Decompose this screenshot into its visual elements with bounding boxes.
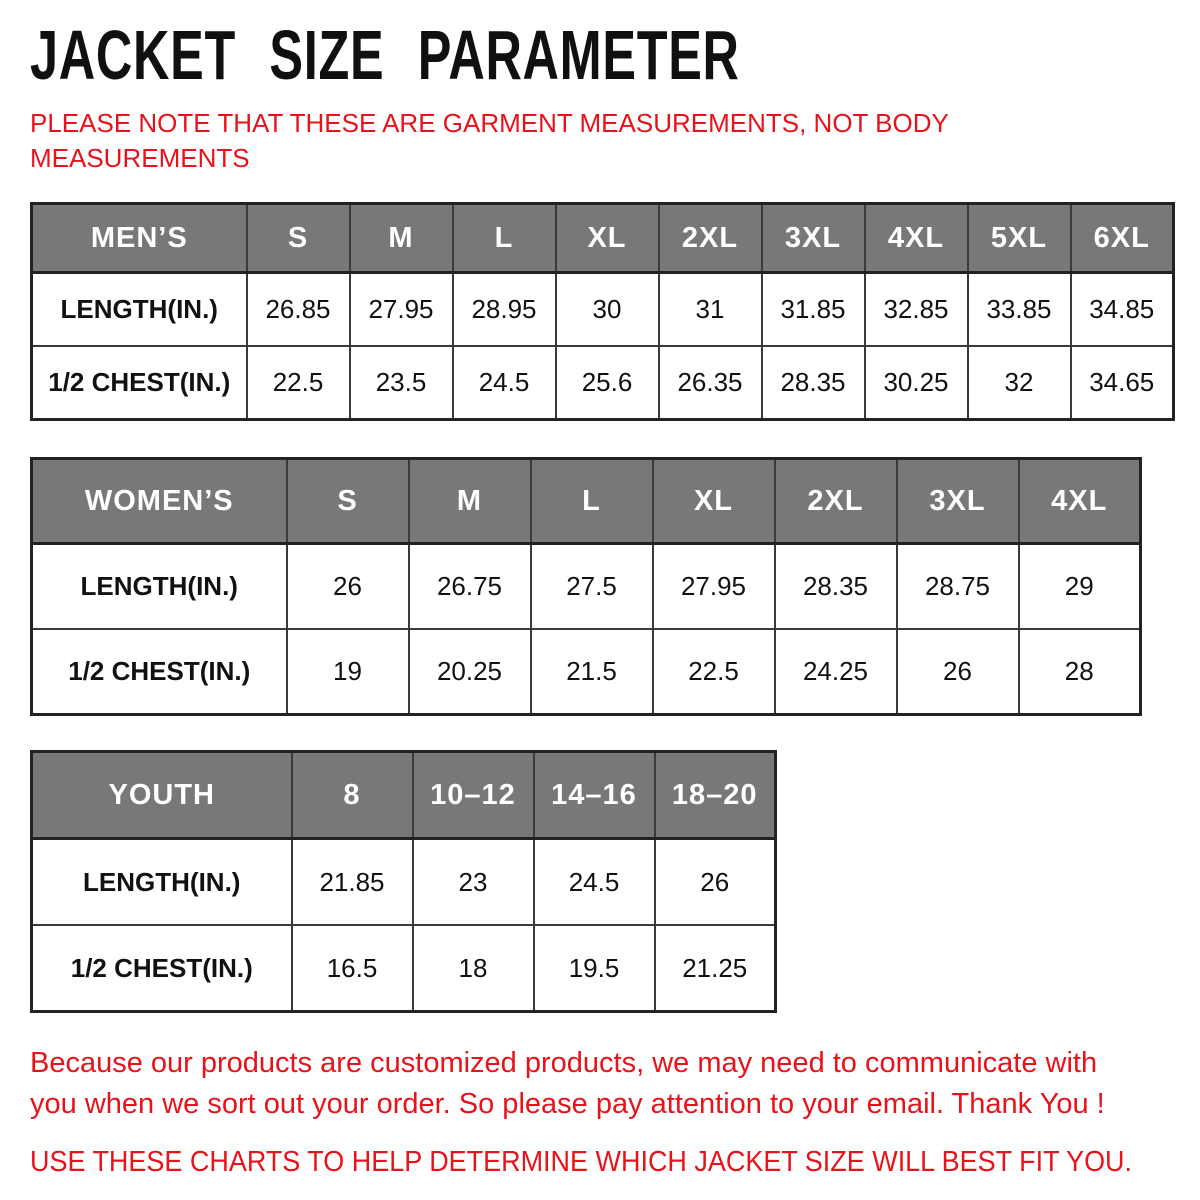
youth-table-title: YOUTH — [32, 752, 292, 839]
size-header-cell: 14–16 — [534, 752, 655, 839]
size-header-cell: 5XL — [968, 204, 1071, 273]
size-value-cell: 26.85 — [247, 273, 350, 347]
page-title: JACKET SIZE PARAMETER — [30, 16, 740, 94]
size-value-cell: 23 — [413, 839, 534, 926]
size-header-cell: 4XL — [865, 204, 968, 273]
size-value-cell: 23.5 — [350, 346, 453, 420]
size-value-cell: 16.5 — [292, 925, 413, 1012]
row-label: 1/2 CHEST(IN.) — [32, 925, 292, 1012]
size-value-cell: 32 — [968, 346, 1071, 420]
size-value-cell: 28.95 — [453, 273, 556, 347]
mens-chest-row — [32, 346, 1174, 420]
size-value-cell: 26 — [655, 839, 776, 926]
size-value-cell: 27.95 — [350, 273, 453, 347]
size-header-cell: 6XL — [1071, 204, 1174, 273]
youth-chest-row — [32, 925, 776, 1012]
size-value-cell: 24.5 — [534, 839, 655, 926]
size-value-cell: 28.35 — [775, 544, 897, 630]
size-header-cell: 18–20 — [655, 752, 776, 839]
size-value-cell: 18 — [413, 925, 534, 1012]
row-label: 1/2 CHEST(IN.) — [32, 629, 287, 715]
size-value-cell: 30 — [556, 273, 659, 347]
size-value-cell: 34.65 — [1071, 346, 1174, 420]
size-value-cell: 20.25 — [409, 629, 531, 715]
size-header-cell: 10–12 — [413, 752, 534, 839]
row-label: 1/2 CHEST(IN.) — [32, 346, 247, 420]
garment-measurement-note: PLEASE NOTE THAT THESE ARE GARMENT MEASUREMENTS, NOT BODY MEASUREMENTS — [30, 108, 949, 174]
womens-chest-row — [32, 629, 1141, 715]
size-value-cell: 32.85 — [865, 273, 968, 347]
size-value-cell: 28.75 — [897, 544, 1019, 630]
size-value-cell: 28 — [1019, 629, 1141, 715]
size-value-cell: 19 — [287, 629, 409, 715]
size-header-cell: S — [247, 204, 350, 273]
size-header-cell: 3XL — [762, 204, 865, 273]
size-header-cell: L — [453, 204, 556, 273]
size-value-cell: 26 — [287, 544, 409, 630]
size-header-cell: XL — [556, 204, 659, 273]
womens-length-row — [32, 544, 1141, 630]
mens-header-row — [32, 204, 1174, 273]
size-value-cell: 27.5 — [531, 544, 653, 630]
mens-table-title: MEN’S — [32, 204, 247, 273]
size-value-cell: 27.95 — [653, 544, 775, 630]
chart-usage-note: USE THESE CHARTS TO HELP DETERMINE WHICH JACKET SIZE WILL BEST FIT YOU. — [30, 1146, 1133, 1179]
size-header-cell: M — [409, 459, 531, 544]
mens-size-table — [30, 202, 1175, 421]
size-value-cell: 21.25 — [655, 925, 776, 1012]
size-value-cell: 22.5 — [247, 346, 350, 420]
customization-notice: Because our products are customized products, we may need to communicate with you when we sort out your order. So please pay attention to your email. Thank You ! — [30, 1047, 1105, 1120]
row-label: LENGTH(IN.) — [32, 839, 292, 926]
size-value-cell: 31 — [659, 273, 762, 347]
youth-length-row — [32, 839, 776, 926]
size-value-cell: 31.85 — [762, 273, 865, 347]
mens-length-row — [32, 273, 1174, 347]
size-value-cell: 33.85 — [968, 273, 1071, 347]
size-header-cell: 3XL — [897, 459, 1019, 544]
womens-size-table — [30, 457, 1142, 716]
size-value-cell: 26 — [897, 629, 1019, 715]
size-header-cell: 2XL — [775, 459, 897, 544]
youth-size-table — [30, 750, 777, 1013]
size-header-cell: M — [350, 204, 453, 273]
size-value-cell: 21.5 — [531, 629, 653, 715]
size-value-cell: 24.25 — [775, 629, 897, 715]
row-label: LENGTH(IN.) — [32, 544, 287, 630]
row-label: LENGTH(IN.) — [32, 273, 247, 347]
size-value-cell: 26.75 — [409, 544, 531, 630]
size-value-cell: 19.5 — [534, 925, 655, 1012]
size-header-cell: L — [531, 459, 653, 544]
size-value-cell: 28.35 — [762, 346, 865, 420]
size-header-cell: 2XL — [659, 204, 762, 273]
size-header-cell: 8 — [292, 752, 413, 839]
size-value-cell: 34.85 — [1071, 273, 1174, 347]
size-header-cell: XL — [653, 459, 775, 544]
womens-table-title: WOMEN’S — [32, 459, 287, 544]
size-header-cell: S — [287, 459, 409, 544]
size-value-cell: 21.85 — [292, 839, 413, 926]
youth-header-row — [32, 752, 776, 839]
size-value-cell: 22.5 — [653, 629, 775, 715]
size-value-cell: 24.5 — [453, 346, 556, 420]
womens-header-row — [32, 459, 1141, 544]
size-value-cell: 26.35 — [659, 346, 762, 420]
size-value-cell: 25.6 — [556, 346, 659, 420]
size-header-cell: 4XL — [1019, 459, 1141, 544]
size-value-cell: 29 — [1019, 544, 1141, 630]
size-value-cell: 30.25 — [865, 346, 968, 420]
